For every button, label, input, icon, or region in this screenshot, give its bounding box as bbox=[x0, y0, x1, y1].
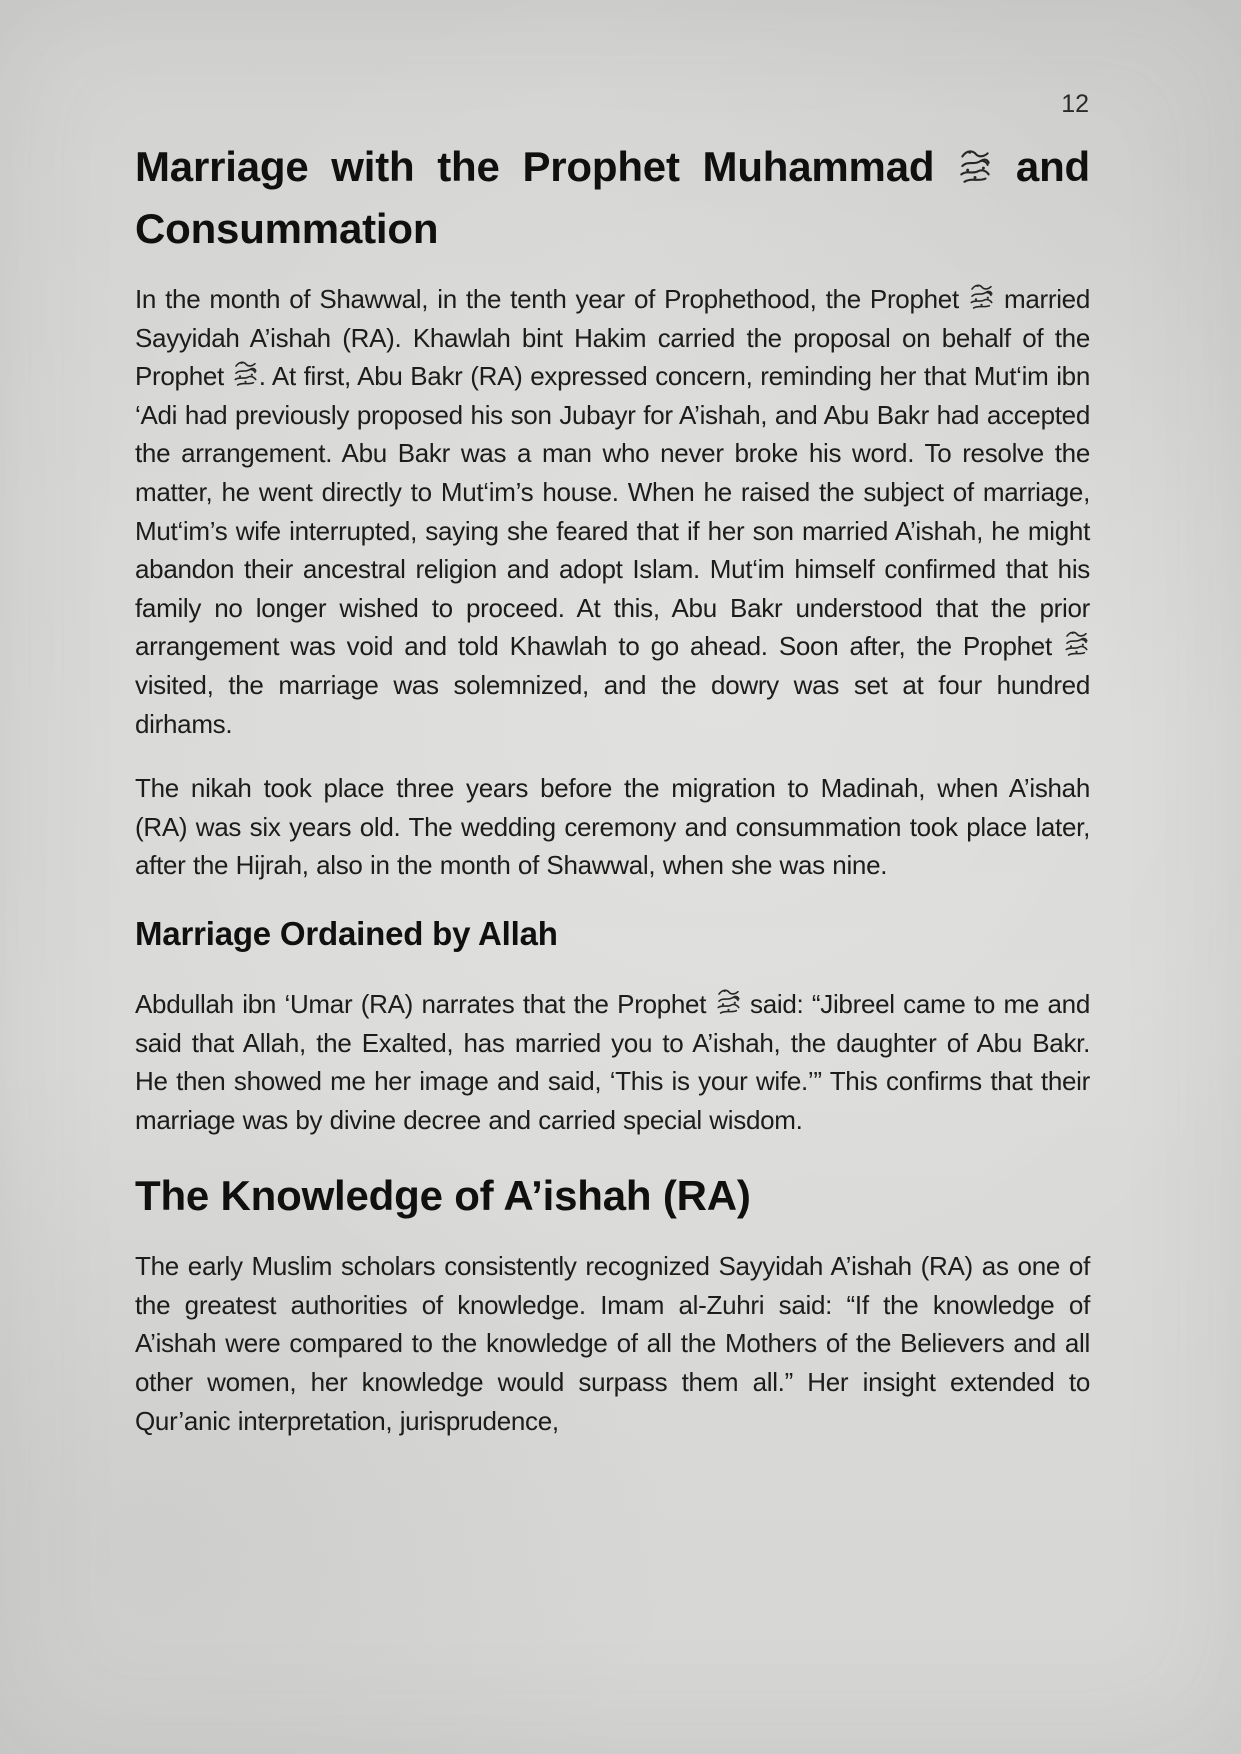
text-run: visited, the marriage was solemnized, and the dowry was set at four hundred dirhams. bbox=[135, 669, 1090, 739]
text-run: In the month of Shawwal, in the tenth year of Prophethood, the Prophet bbox=[135, 284, 968, 314]
section-subheading bbox=[135, 911, 1090, 957]
text-run: said: “Jibreel came to me and said that Allah, the Exalted, has married you to A’ishah, the daughter of Abu Bakr. He then showed me her image and said, ‘This is your wife.’” This confirms that their marriage was by divine decree and carried special wisdom. bbox=[135, 988, 1090, 1135]
section-heading bbox=[135, 1165, 1090, 1227]
body-paragraph bbox=[135, 1247, 1090, 1440]
body-paragraph bbox=[135, 769, 1090, 885]
pbuh-symbol bbox=[715, 987, 742, 1017]
text-run: and Consummation bbox=[135, 143, 1090, 252]
text-run: . At first, Abu Bakr (RA) expressed concern, reminding her that Mut‘im ibn ‘Adi had previously proposed his son Jubayr for A’ishah, and Abu Bakr had accepted the arrangement. Abu Bakr was a man who never broke his word. To resolve the matter, he went directly to Mut‘im’s house. When he raised the subject of marriage, Mut‘im’s wife interrupted, saying she feared that if her son married A’ishah, he might abandon their ancestral religion and adopt Islam. Mut‘im himself confirmed that his family no longer wished to proceed. At this, Abu Bakr understood that the prior arrangement was void and told Khawlah to go ahead. Soon after, the Prophet bbox=[135, 361, 1090, 662]
pbuh-symbol bbox=[232, 359, 259, 389]
page-content bbox=[135, 0, 1090, 1466]
pbuh-symbol bbox=[1063, 629, 1090, 659]
pbuh-symbol bbox=[968, 282, 995, 312]
text-run: The Knowledge of A’ishah (RA) bbox=[135, 1172, 751, 1220]
section-heading bbox=[135, 136, 1090, 260]
body-paragraph bbox=[135, 985, 1090, 1139]
text-run: Marriage Ordained by Allah bbox=[135, 914, 558, 952]
text-run: Abdullah ibn ‘Umar (RA) narrates that the Prophet bbox=[135, 988, 715, 1019]
text-run: Marriage with the Prophet Muhammad bbox=[135, 143, 958, 190]
pbuh-symbol bbox=[957, 147, 993, 187]
text-run: The nikah took place three years before the migration to Madinah, when A’ishah (RA) was six years old. The wedding ceremony and consummation took place later, after the Hijrah, also in the month of Shawwal, when she was nine. bbox=[135, 773, 1090, 881]
page-number: 12 bbox=[1061, 90, 1089, 118]
text-run: The early Muslim scholars consistently recognized Sayyidah A’ishah (RA) as one of the greatest authorities of knowledge. Imam al-Zuhri said: “If the knowledge of A’ishah were compared to the knowledge of all the Mothers of the Believers and all other women, her knowledge would surpass them all.” Her insight extended to Qur’anic interpretation, jurisprudence, bbox=[135, 1251, 1090, 1436]
body-paragraph bbox=[135, 280, 1090, 743]
text-run: married Sayyidah A’ishah (RA). Khawlah bint Hakim carried the proposal on behalf of the Prophet bbox=[135, 284, 1090, 392]
